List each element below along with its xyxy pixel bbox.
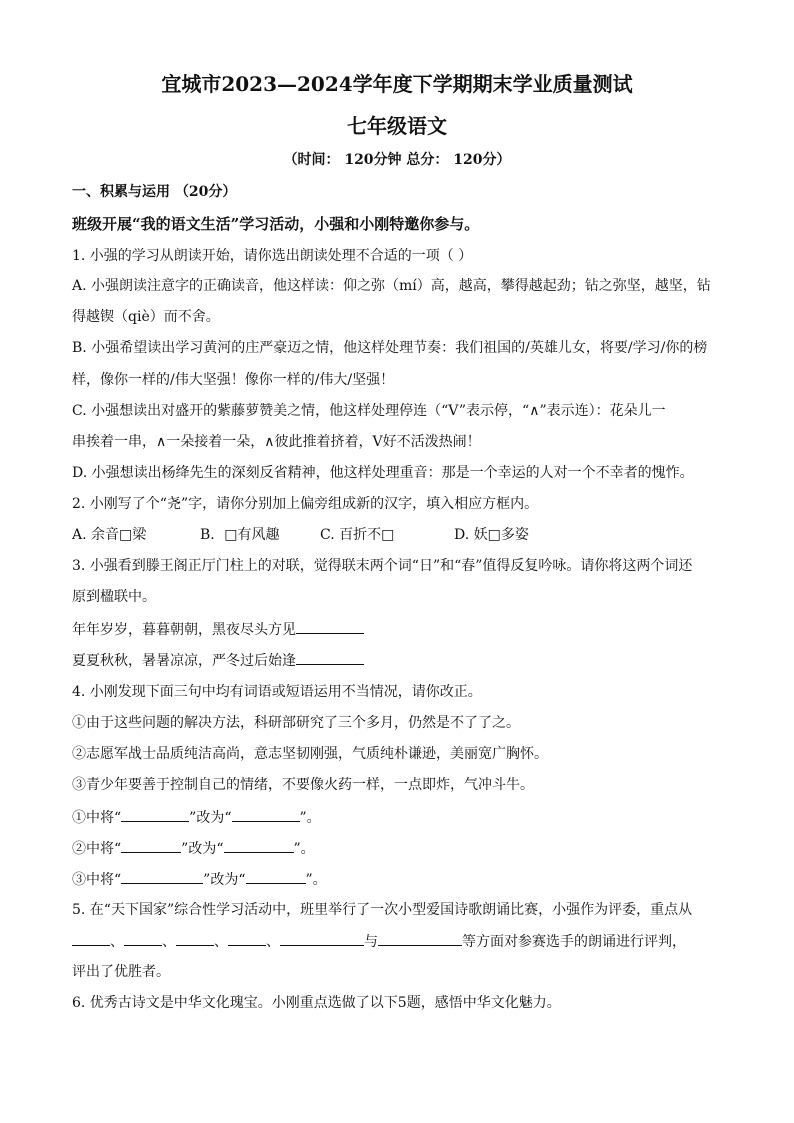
q4-fix3-mid: ”改为“ xyxy=(203,872,246,888)
q5-sep1: 、 xyxy=(110,934,124,950)
q4-fix3-blank-old[interactable] xyxy=(121,869,203,884)
q4-fix2-blank-old[interactable] xyxy=(121,838,181,853)
q2-option-c: C. 百折不□ xyxy=(320,527,395,543)
q3-couplet-line2 xyxy=(72,650,364,671)
q1-option-b-line1: B. 小强希望读出学习黄河的庄严豪迈之情，他这样处理节奏：我们祖国的/英雄儿女，将要/学习/你的榜 xyxy=(72,340,708,356)
q5-blank6[interactable] xyxy=(378,931,462,946)
q4-fix2-mid: ”改为“ xyxy=(181,841,224,857)
q5-stem-line1: 5. 在“天下国家”综合性学习活动中，班里举行了一次小型爱国诗歌朗诵比赛，小强作为评委，重点从 xyxy=(72,902,693,918)
q3-answer-blank2[interactable] xyxy=(296,650,364,665)
q4-fix2-end: ”。 xyxy=(293,841,315,857)
q4-fix1-blank-new[interactable] xyxy=(232,807,300,822)
section-intro: 班级开展“我的语文生活”学习活动，小强和小刚特邀你参与。 xyxy=(72,215,480,233)
q5-stem-line3: 评出了优胜者。 xyxy=(72,964,170,980)
q2-option-d: D. 妖□多姿 xyxy=(454,527,529,543)
q4-fix2-blank-new[interactable] xyxy=(224,838,294,853)
section-heading: 一、积累与运用 （20分） xyxy=(72,184,237,200)
q2-option-a: A. 余音□梁 xyxy=(72,527,147,543)
q4-sentence1: ①由于这些问题的解决方法，科研部研究了三个多月，仍然是不了了之。 xyxy=(72,715,520,731)
q3-couplet-text2: 夏夏秋秋，暑暑凉凉，严冬过后始逢 xyxy=(72,653,296,669)
q4-stem: 4. 小刚发现下面三句中均有词语或短语运用不当情况，请你改正。 xyxy=(72,684,482,700)
q5-yu: 与 xyxy=(364,934,378,950)
q4-fix1-end: ”。 xyxy=(299,810,321,826)
exam-title: 宜城市2023—2024学年度下学期期末学业质量测试 xyxy=(161,72,633,96)
q1-option-d: D. 小强想读出杨绛先生的深刻反省精神，他这样处理重音：那是一个幸运的人对一个不幸者的愧怍。 xyxy=(72,465,694,481)
q4-fix1-prefix: ①中将“ xyxy=(72,810,122,826)
q1-option-c-line1: C. 小强想读出对盛开的紫藤萝赞美之情，他这样处理停连（“V”表示停，“∧”表示连）：花朵儿一 xyxy=(72,403,666,419)
exam-subject: 七年级语文 xyxy=(347,114,447,138)
q1-option-c-line2: 串挨着一串，∧一朵接着一朵，∧彼此推着挤着，V好不活泼热闹！ xyxy=(72,434,481,450)
q1-stem: 1. 小强的学习从朗读开始，请你选出朗读处理不合适的一项（ ） xyxy=(72,248,473,264)
exam-info: （时间： 120分钟 总分： 120分） xyxy=(283,152,511,168)
q1-option-a-line2: 得越锲（qiè）而不舍。 xyxy=(72,309,220,325)
q5-tail: 等方面对参赛选手的朗诵进行评判， xyxy=(462,934,686,950)
q4-fix3-end: ”。 xyxy=(305,872,327,888)
q5-sep3: 、 xyxy=(214,934,228,950)
q4-fix3 xyxy=(72,869,327,890)
q2-options xyxy=(72,525,529,545)
q5-sep2: 、 xyxy=(162,934,176,950)
q4-fix3-prefix: ③中将“ xyxy=(72,872,122,888)
q3-couplet-line1 xyxy=(72,619,364,640)
q5-blank3[interactable] xyxy=(176,931,214,946)
q4-fix3-blank-new[interactable] xyxy=(246,869,306,884)
q5-blank1[interactable] xyxy=(72,931,110,946)
q1-option-b-line2: 样，像你一样的/伟大坚强！像你一样的/伟大/坚强！ xyxy=(72,372,395,388)
q3-answer-blank1[interactable] xyxy=(296,619,364,634)
q4-fix1-mid: ”改为“ xyxy=(189,810,232,826)
q3-couplet-text1: 年年岁岁，暮暮朝朝，黑夜尽头方见 xyxy=(72,622,296,638)
q1-option-a-line1: A. 小强朗读注意字的正确读音，他这样读：仰之弥（mí）高，越高，攀得越起劲；钻之弥坚，越坚，钻 xyxy=(72,278,711,294)
q5-blank4[interactable] xyxy=(228,931,266,946)
q4-fix1 xyxy=(72,807,321,828)
q2-stem: 2. 小刚写了个“尧”字，请你分别加上偏旁组成新的汉字，填入相应方框内。 xyxy=(72,496,539,512)
q2-option-b: B．□有风趣 xyxy=(200,527,280,543)
q4-sentence3: ③青少年要善于控制自己的情绪，不要像火药一样，一点即炸，气冲斗牛。 xyxy=(72,777,534,793)
q4-sentence2: ②志愿军战士品质纯洁高尚，意志坚韧刚强，气质纯朴谦逊，美丽宽广胸怀。 xyxy=(72,746,548,762)
q3-stem-line1: 3. 小强看到滕王阁正厅门柱上的对联，觉得联末两个词“日”和“春”值得反复吟咏。请你将这两个词还 xyxy=(72,558,693,574)
q3-stem-line2: 原到楹联中。 xyxy=(72,589,156,605)
q5-blank5[interactable] xyxy=(280,931,364,946)
q5-blank2[interactable] xyxy=(124,931,162,946)
q4-fix1-blank-old[interactable] xyxy=(121,807,189,822)
q5-stem-line2 xyxy=(72,931,686,952)
q4-fix2-prefix: ②中将“ xyxy=(72,841,122,857)
q6-stem: 6. 优秀古诗文是中华文化瑰宝。小刚重点选做了以下5题，感悟中华文化魅力。 xyxy=(72,995,561,1011)
q4-fix2 xyxy=(72,838,315,859)
q5-sep4: 、 xyxy=(266,934,280,950)
